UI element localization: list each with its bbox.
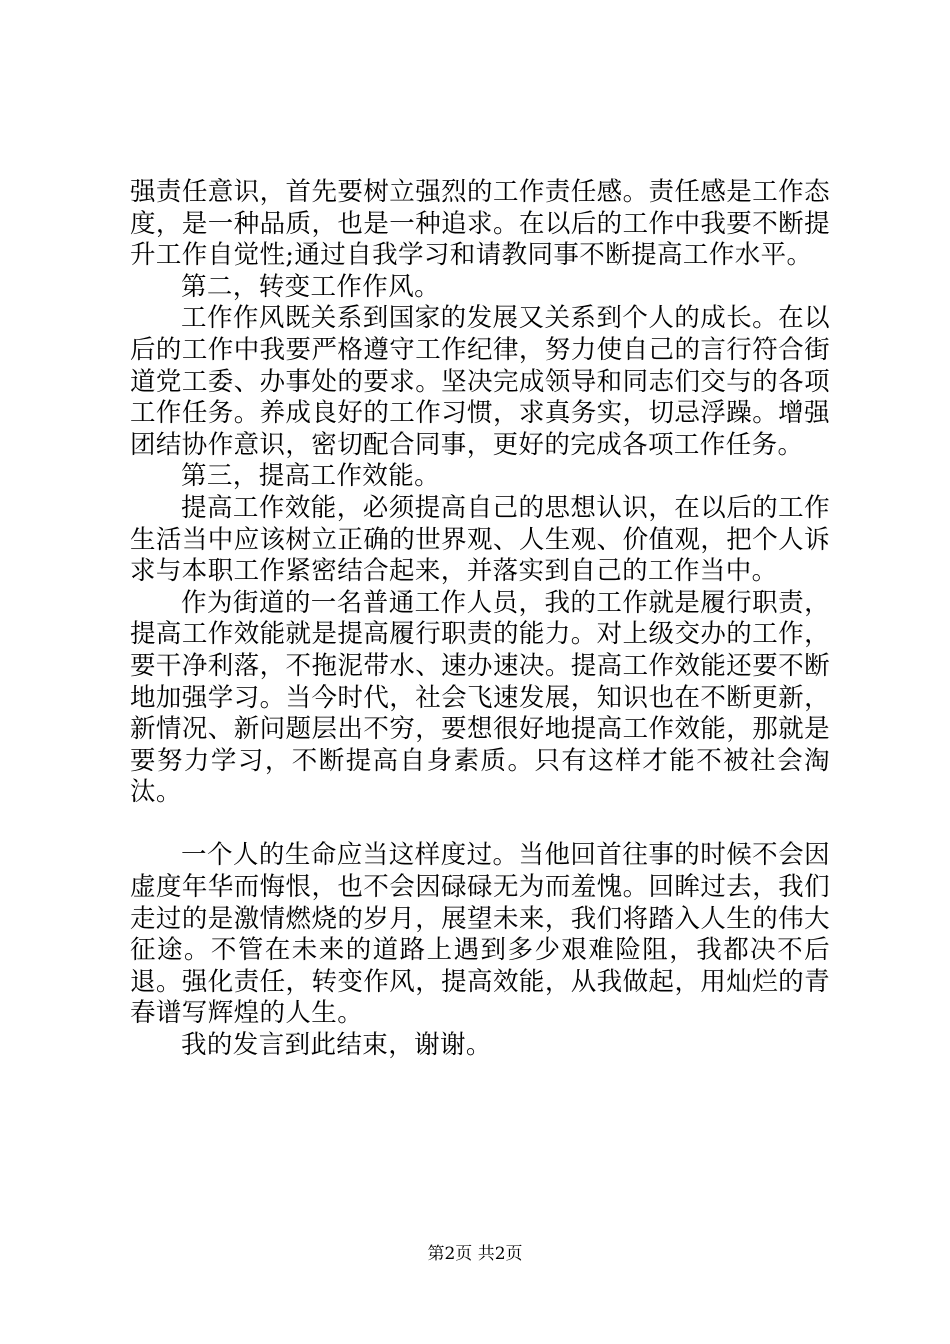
paragraph-spacer (130, 809, 830, 841)
paragraph-duty: 作为街道的一名普通工作人员，我的工作就是履行职责，提高工作效能就是提高履行职责的能力。对上级交办的工作，要干净利落，不拖泥带水、速办速决。提高工作效能还要不断地加强学习。当今时代，社会飞速发展，知识也在不断更新，新情况、新问题层出不穷，要想很好地提高工作效能，那就是要努力学习，不断提高自身素质。只有这样才能不被社会淘汰。 (130, 587, 830, 808)
paragraph-work-style: 工作作风既关系到国家的发展又关系到个人的成长。在以后的工作中我要严格遵守工作纪律，努力使自己的言行符合街道党工委、办事处的要求。坚决完成领导和同志们交与的各项工作任务。养成良好的工作习惯，求真务实，切忌浮躁。增强团结协作意识，密切配合同事，更好的完成各项工作任务。 (130, 303, 830, 460)
page-number-footer: 第2页 共2页 (427, 1244, 523, 1264)
heading-second-point: 第二，转变工作作风。 (181, 271, 441, 302)
paragraph-responsibility: 强责任意识，首先要树立强烈的工作责任感。责任感是工作态度，是一种品质，也是一种追求。在以后的工作中我要不断提升工作自觉性;通过自我学习和请教同事不断提高工作水平。 (130, 177, 830, 271)
paragraph-closing: 我的发言到此结束，谢谢。 (181, 1030, 492, 1061)
document-body (130, 177, 830, 1062)
heading-third-point: 第三，提高工作效能。 (181, 461, 441, 492)
paragraph-life: 一个人的生命应当这样度过。当他回首往事的时候不会因虚度年华而悔恨，也不会因碌碌无为而羞愧。回眸过去，我们走过的是激情燃烧的岁月，展望未来，我们将踏入人生的伟大征途。不管在未来的道路上遇到多少艰难险阻，我都决不后退。强化责任，转变作风，提高效能，从我做起，用灿烂的青春谱写辉煌的人生。 (130, 840, 830, 1029)
paragraph-efficiency: 提高工作效能，必须提高自己的思想认识，在以后的工作生活当中应该树立正确的世界观、人生观、价值观，把个人诉求与本职工作紧密结合起来，并落实到自己的工作当中。 (130, 492, 830, 587)
